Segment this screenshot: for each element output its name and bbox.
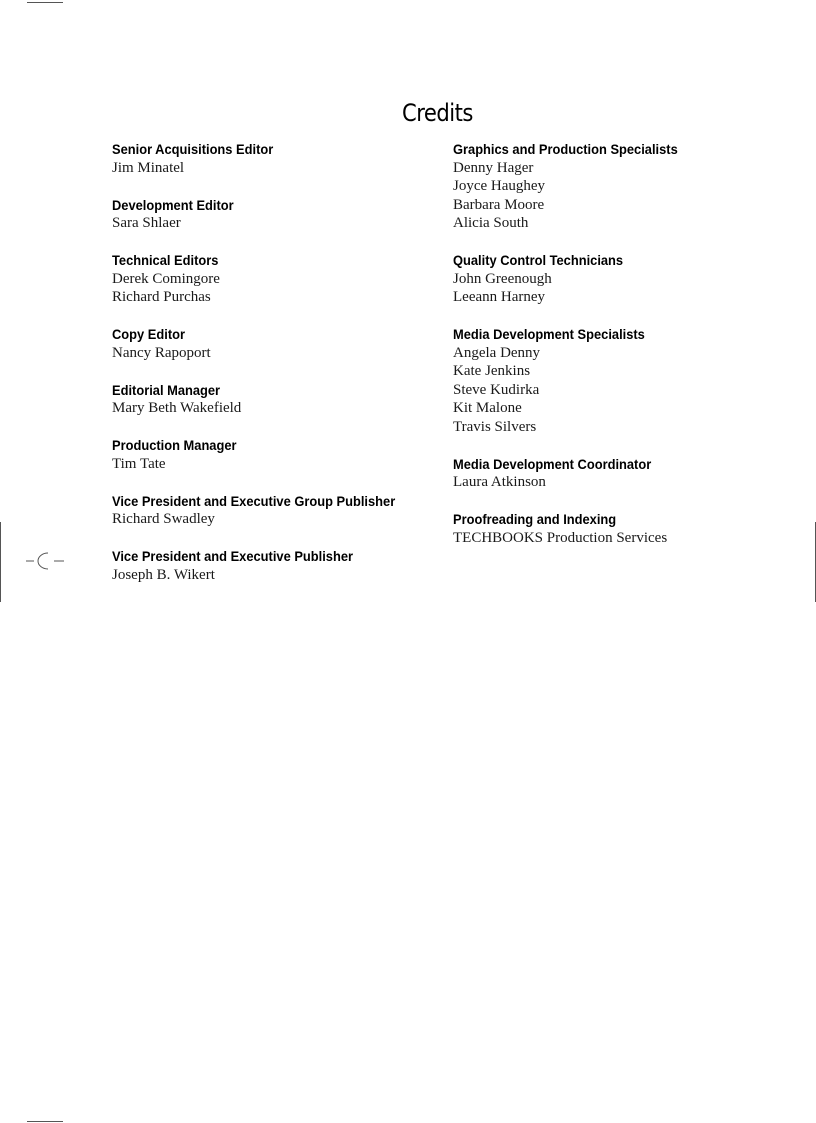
credits-left-column (112, 140, 432, 603)
credit-name: Nancy Rapoport (112, 344, 211, 361)
role-heading: Vice President and Executive Publisher (112, 548, 354, 564)
credit-name: Richard Purchas (112, 289, 211, 305)
credit-name: Leeann Harney (453, 289, 546, 305)
credit-group-editorial-manager (112, 381, 432, 418)
credit-name: Sara Shlaer (112, 215, 181, 231)
credit-name: Travis Silvers (453, 418, 537, 435)
credit-group-media-development-coordinator (453, 455, 783, 492)
credit-name: Mary Beth Wakefield (112, 400, 242, 416)
role-heading: Graphics and Production Specialists (453, 141, 678, 157)
role-heading: Development Editor (112, 196, 234, 213)
credit-name: TECHBOOKS Production Services (453, 529, 668, 546)
credit-name: Tim Tate (112, 455, 166, 472)
crop-mark-left (0, 522, 1, 602)
role-heading: Technical Editors (112, 252, 219, 268)
credit-group-copy-editor (112, 325, 432, 362)
credit-name: John Greenough (453, 270, 552, 287)
credit-name: Laura Atkinson (453, 474, 546, 490)
credit-name: Kate Jenkins (453, 363, 531, 379)
credit-group-vp-executive-publisher (112, 547, 432, 584)
credit-name: Angela Denny (453, 344, 541, 361)
role-heading: Production Manager (112, 437, 237, 453)
credit-group-technical-editors (112, 251, 432, 307)
role-heading: Copy Editor (112, 326, 185, 342)
credit-group-graphics-production-specialists (453, 140, 783, 233)
credit-group-proofreading-indexing (453, 510, 783, 547)
role-heading: Editorial Manager (112, 381, 221, 398)
credit-group-senior-acquisitions-editor (112, 140, 432, 177)
role-heading: Vice President and Executive Group Publisher (112, 492, 396, 509)
role-heading: Proofreading and Indexing (453, 511, 617, 527)
credit-name: Denny Hager (453, 159, 534, 176)
crop-mark-bottom (27, 1121, 63, 1122)
role-heading: Senior Acquisitions Editor (112, 141, 274, 157)
credit-name: Joyce Haughey (453, 178, 546, 194)
credit-group-vp-executive-group-publisher (112, 492, 432, 529)
credit-name: Kit Malone (453, 400, 522, 416)
credit-name: Derek Comingore (112, 270, 220, 287)
credit-group-media-development-specialists (453, 325, 783, 436)
credit-name: Steve Kudirka (453, 381, 540, 398)
credit-name: Barbara Moore (453, 196, 545, 213)
role-heading: Quality Control Technicians (453, 252, 624, 268)
credit-group-quality-control-technicians (453, 251, 783, 307)
registration-mark-icon (26, 550, 64, 572)
role-heading: Media Development Coordinator (453, 455, 652, 472)
credit-name: Alicia South (453, 215, 529, 231)
credit-name: Richard Swadley (112, 511, 215, 527)
role-heading: Media Development Specialists (453, 326, 645, 342)
credit-group-development-editor (112, 196, 432, 233)
credit-name: Jim Minatel (112, 159, 185, 176)
credit-name: Joseph B. Wikert (112, 566, 215, 583)
credits-right-column (453, 140, 783, 566)
page-title: Credits (402, 99, 473, 127)
crop-mark-top (27, 2, 63, 3)
credit-group-production-manager (112, 436, 432, 473)
